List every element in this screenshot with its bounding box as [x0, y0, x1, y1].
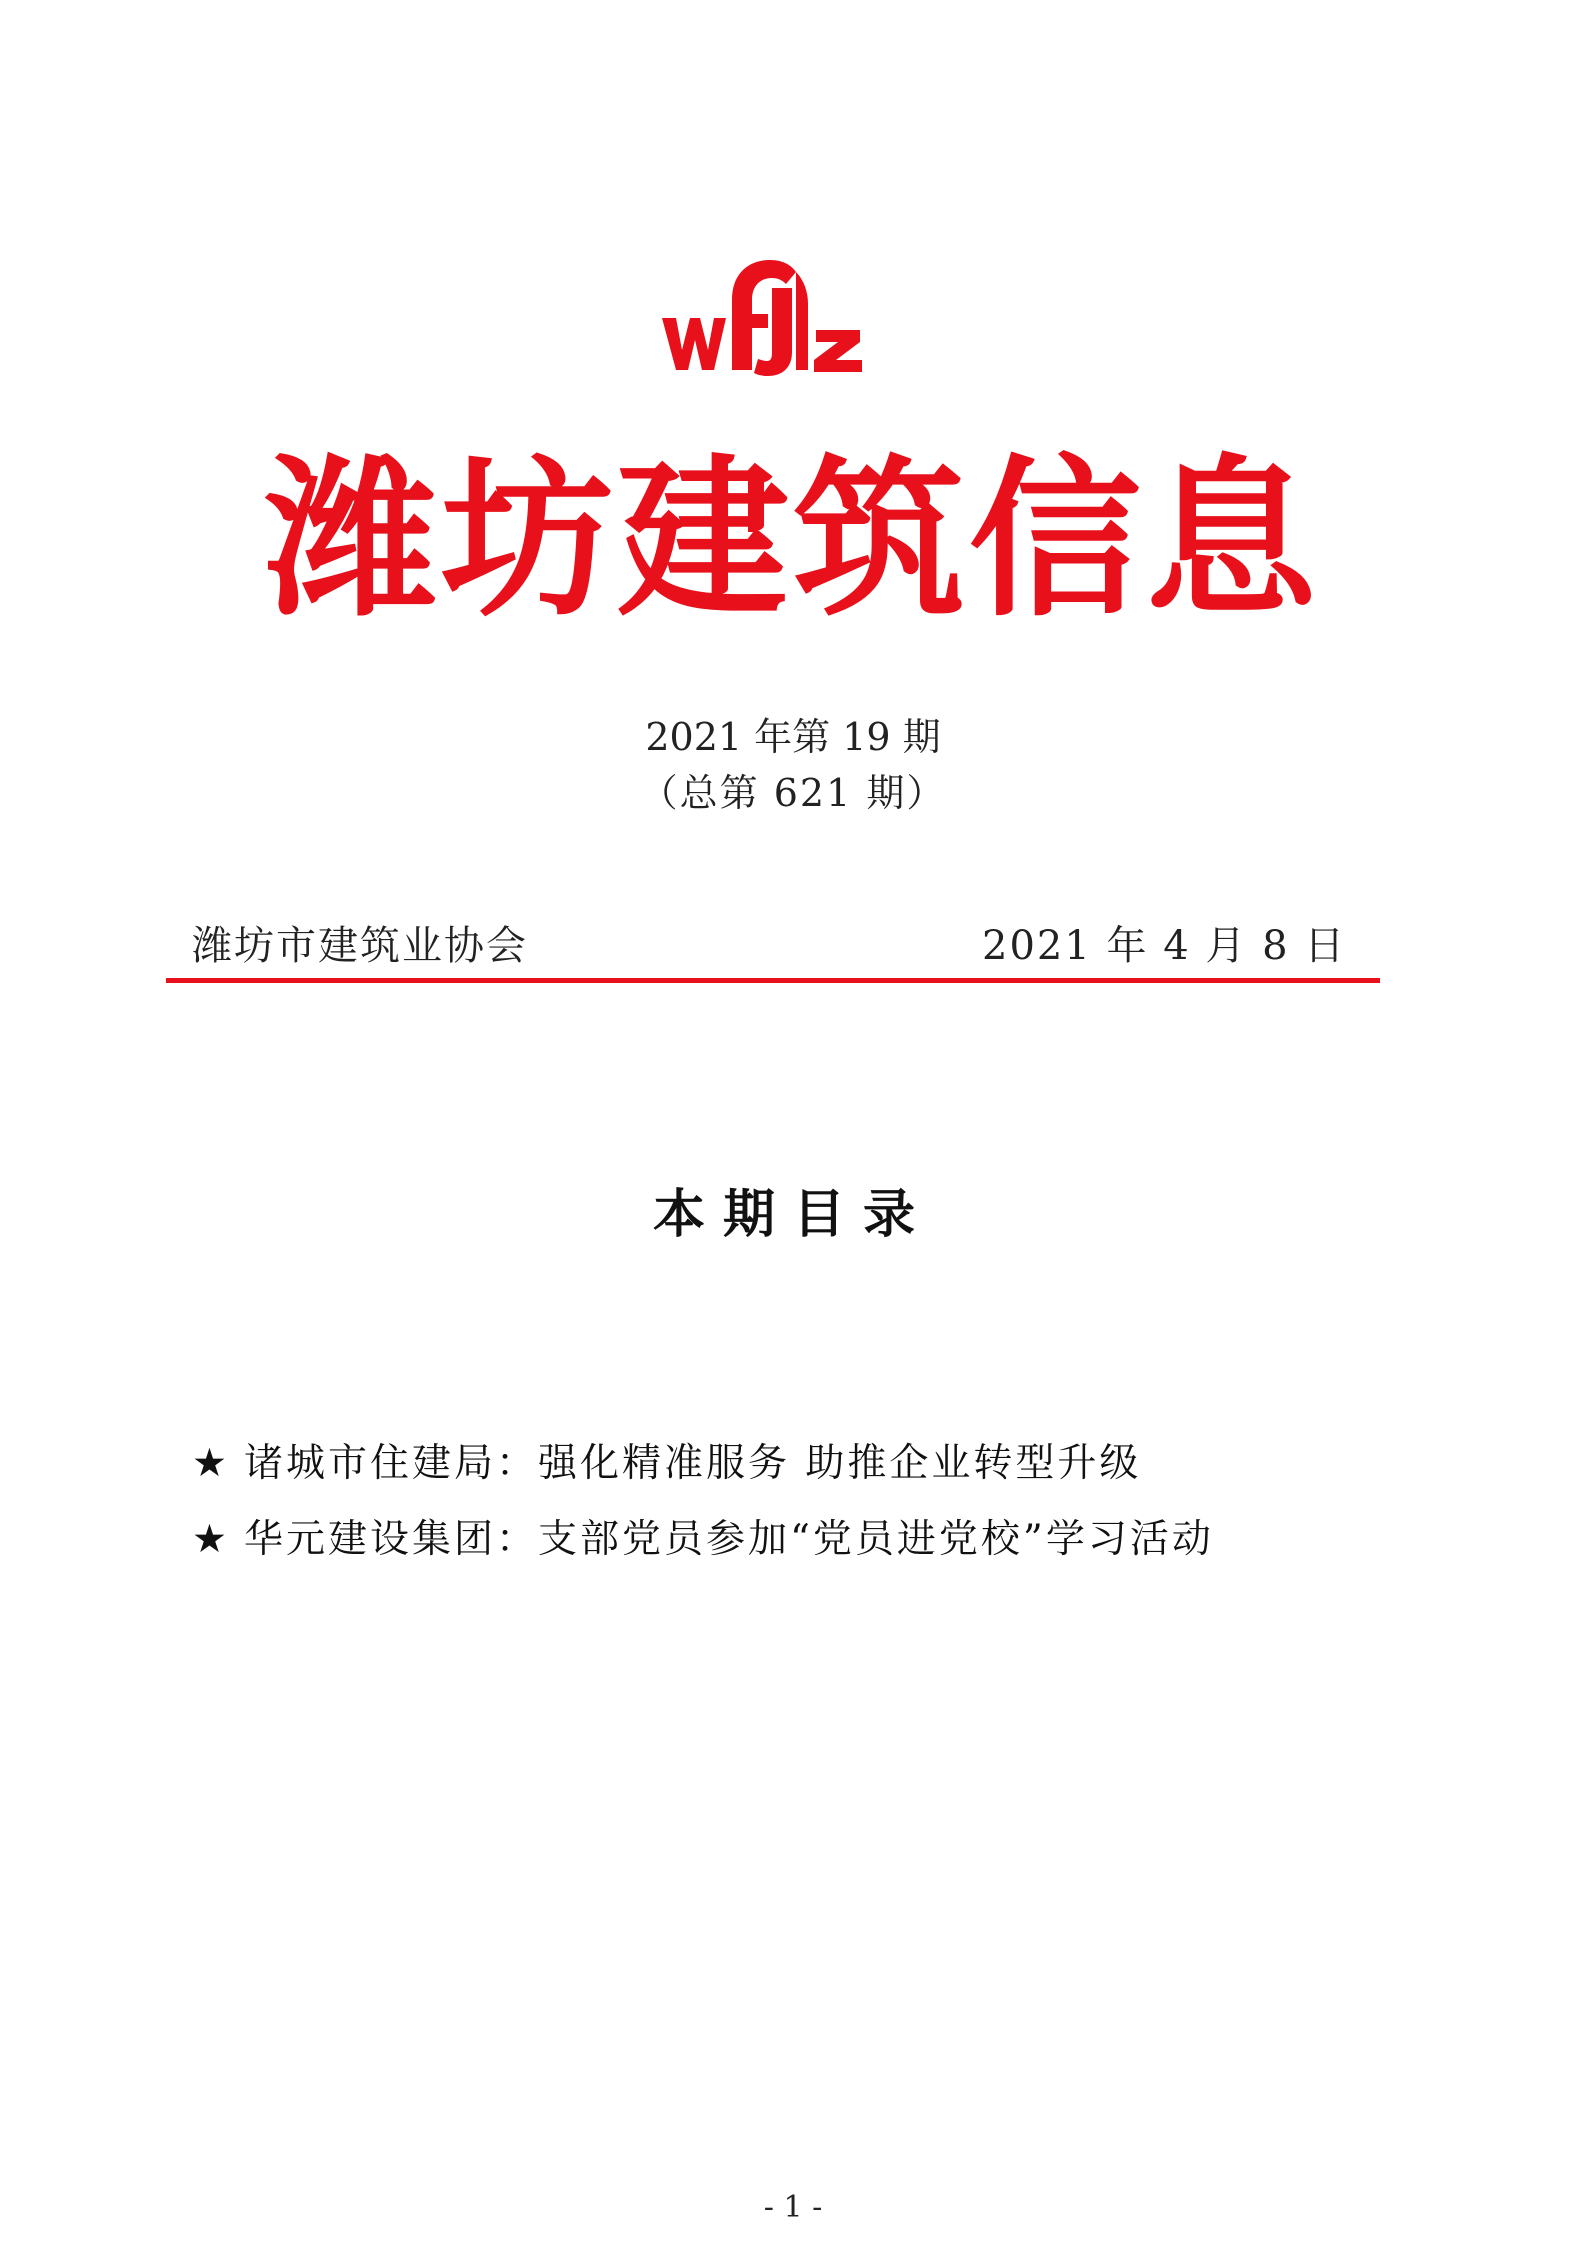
wfjz-logo — [660, 258, 866, 378]
toc-item-text: 华元建设集团：支部党员参加“党员进党校”学习活动 — [243, 1517, 1214, 1562]
masthead-title: 潍坊建筑信息 — [265, 439, 1321, 640]
toc-list — [192, 1426, 1214, 1578]
issue-number: 2021 年第 19 期 — [645, 715, 941, 759]
total-issue-number: （总第 621 期） — [639, 771, 947, 815]
wfjz-logo-mark — [660, 258, 866, 378]
publisher-name: 潍坊市建筑业协会 — [192, 923, 528, 969]
header-divider — [166, 978, 1380, 983]
publication-date: 2021 年 4 月 8 日 — [982, 923, 1347, 969]
star-icon: ★ — [192, 1441, 230, 1486]
star-icon: ★ — [192, 1517, 230, 1562]
page-number: - 1 - — [763, 2190, 823, 2225]
toc-item[interactable] — [192, 1502, 1214, 1578]
toc-item-text: 诸城市住建局：强化精准服务 助推企业转型升级 — [243, 1441, 1142, 1486]
toc-item[interactable] — [192, 1426, 1214, 1502]
toc-heading: 本期目录 — [652, 1185, 933, 1245]
